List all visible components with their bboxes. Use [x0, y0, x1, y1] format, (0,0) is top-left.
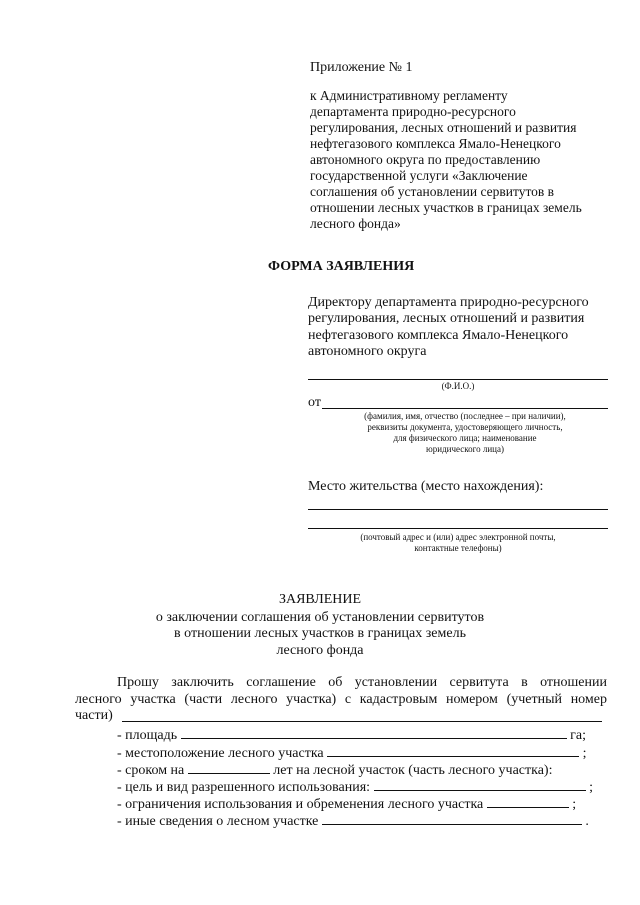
location-suffix: ; [582, 746, 587, 761]
term-text: лет на лесной участок (часть лесного участка): [273, 763, 553, 778]
item-restrictions [117, 795, 576, 813]
reglament-line: лесного фонда» [310, 216, 401, 231]
purpose-field[interactable] [374, 778, 586, 791]
other-label: - иные сведения о лесном участке [117, 814, 319, 829]
purpose-suffix: ; [589, 780, 593, 795]
restrictions-field[interactable] [487, 795, 569, 808]
purpose-label: - цель и вид разрешенного использования: [117, 780, 371, 795]
statement-subtitle-line: о заключении соглашения об установлении сервитутов [155, 610, 485, 625]
location-label: - местоположение лесного участка [117, 746, 324, 761]
addressee-block [308, 295, 628, 361]
applicant-caption [322, 411, 608, 455]
other-suffix: . [585, 814, 589, 829]
restrictions-label: - ограничения использования и обременения лесного участка [117, 797, 484, 812]
fio-line[interactable] [308, 379, 608, 380]
area-label: - площадь [117, 728, 178, 743]
body-line-1: Прошу заключить соглашение об установлении сервитута в отношении [117, 675, 607, 690]
contacts-caption-line: (почтовый адрес и (или) адрес электронной почты, [360, 532, 556, 542]
applicant-caption-line: для физического лица; наименование [393, 433, 537, 443]
reglament-line: отношении лесных участков в границах земель [310, 200, 582, 215]
addressee-line: нефтегазового комплекса Ямало-Ненецкого [308, 327, 569, 343]
contacts-caption [308, 532, 608, 554]
applicant-caption-line: реквизиты документа, удостоверяющего личность, [367, 422, 563, 432]
contacts-caption-line: контактные телефоны) [414, 543, 502, 553]
addressee-line: регулирования, лесных отношений и развития [308, 311, 585, 327]
residence-label: Место жительства (место нахождения): [308, 479, 544, 494]
addressee-line: Директору департамента природно-ресурсного [308, 295, 589, 310]
location-field[interactable] [327, 744, 579, 757]
reglament-line: автономного округа по предоставлению [310, 152, 541, 167]
addressee-line: автономного округа [308, 344, 427, 360]
statement-subtitle-line: лесного фонда [276, 642, 364, 658]
from-label: от [308, 395, 321, 410]
restrictions-suffix: ; [572, 797, 577, 812]
statement-subtitle-line: в отношении лесных участков в границах земель [174, 626, 466, 642]
body-line-3: части) [75, 708, 113, 723]
statement-subtitle [0, 610, 640, 659]
reglament-line: нефтегазового комплекса Ямало-Ненецкого [310, 136, 561, 151]
other-field[interactable] [322, 812, 582, 825]
area-field[interactable] [181, 726, 567, 739]
reglament-line: соглашения об установлении сервитутов в [310, 184, 555, 199]
body-line-2: лесного участка (части лесного участка) с кадастровым номером (учетный номер [75, 692, 607, 707]
applicant-caption-line: юридического лица) [426, 444, 504, 454]
reglament-line: к Административному регламенту [310, 88, 508, 103]
residence-line-2[interactable] [308, 528, 608, 529]
cadastral-number-line[interactable] [122, 721, 602, 722]
reglament-line: департамента природно-ресурсного [310, 104, 516, 119]
item-area [117, 726, 586, 744]
item-purpose [117, 778, 593, 796]
form-title: ФОРМА ЗАЯВЛЕНИЯ [268, 259, 415, 274]
applicant-caption-line: (фамилия, имя, отчество (последнее – при наличии), [364, 411, 566, 421]
appendix-number: Приложение № 1 [310, 60, 413, 75]
item-location [117, 744, 587, 762]
reglament-line: регулирования, лесных отношений и развития [310, 120, 577, 135]
term-field[interactable] [188, 761, 270, 774]
reglament-reference [310, 88, 630, 232]
residence-line-1[interactable] [308, 509, 608, 510]
item-other [117, 812, 589, 830]
area-unit: га; [570, 728, 587, 743]
reglament-line: государственной услуги «Заключение [310, 168, 528, 183]
item-term [117, 761, 552, 779]
fio-caption: (Ф.И.О.) [441, 381, 475, 391]
term-label: - сроком на [117, 763, 185, 778]
applicant-line[interactable] [322, 408, 608, 409]
statement-title: ЗАЯВЛЕНИЕ [278, 592, 362, 607]
